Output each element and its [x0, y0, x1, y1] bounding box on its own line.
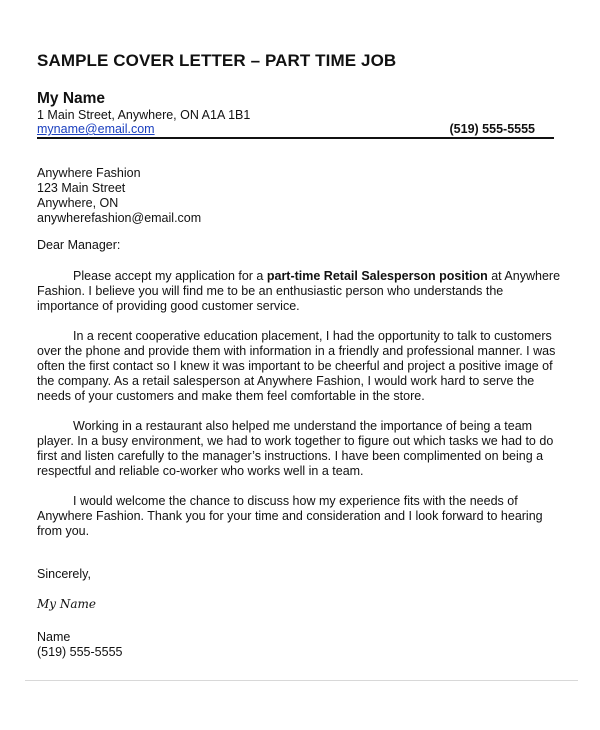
paragraph-1-start: Please accept my application for a	[73, 269, 267, 283]
document-title: SAMPLE COVER LETTER – PART TIME JOB	[37, 51, 397, 70]
position-title: part-time Retail Salesperson position	[266, 269, 488, 283]
recipient-block	[37, 166, 557, 226]
recipient-company: Anywhere Fashion	[37, 166, 141, 180]
recipient-city: Anywhere, ON	[37, 196, 119, 210]
paragraph-closing: I would welcome the chance to discuss how my experience fits with the needs of Anywhere Fashion. Thank you for your time and consideration and I look forward to hearing from you.	[37, 494, 543, 538]
recipient-email: anywherefashion@email.com	[37, 211, 202, 225]
letter-body	[37, 269, 560, 554]
sender-name: My Name	[37, 90, 106, 107]
header-divider	[37, 137, 554, 139]
signer-name: Name	[37, 630, 71, 644]
sender-email-link[interactable]: myname@email.com	[37, 122, 155, 136]
footer-divider	[25, 680, 578, 681]
recipient-street: 123 Main Street	[37, 181, 126, 195]
paragraph-experience: In a recent cooperative education placement, I had the opportunity to talk to customers over the phone and provide them with information in a friendly and professional manner. I was often the first contact so I knew it was important to be cheerful and project a positive image of the company. As a retail salesperson at Anywhere Fashion, I would work hard to serve the needs of your customers and make them feel comfortable in the store.	[37, 329, 556, 403]
sender-address: 1 Main Street, Anywhere, ON A1A 1B1	[37, 108, 251, 122]
paragraph-1-end: at Anywhere Fashion. I believe you will find me to be an enthusiastic person who understands the importance of providing good customer service.	[37, 269, 561, 313]
valediction: Sincerely,	[37, 567, 91, 581]
sender-phone: (519) 555-5555	[449, 122, 535, 136]
paragraph-teamwork: Working in a restaurant also helped me understand the importance of being a team player. In a busy environment, we had to work together to figure out which tasks we had to do first and listen carefully to the manager’s instructions. I have been complimented on being a respectful and reliable co-worker who works well in a team.	[37, 419, 554, 478]
paragraph-application	[37, 269, 560, 314]
signature: My Name	[37, 597, 97, 611]
salutation: Dear Manager:	[37, 238, 121, 252]
signer-phone: (519) 555-5555	[37, 645, 123, 659]
